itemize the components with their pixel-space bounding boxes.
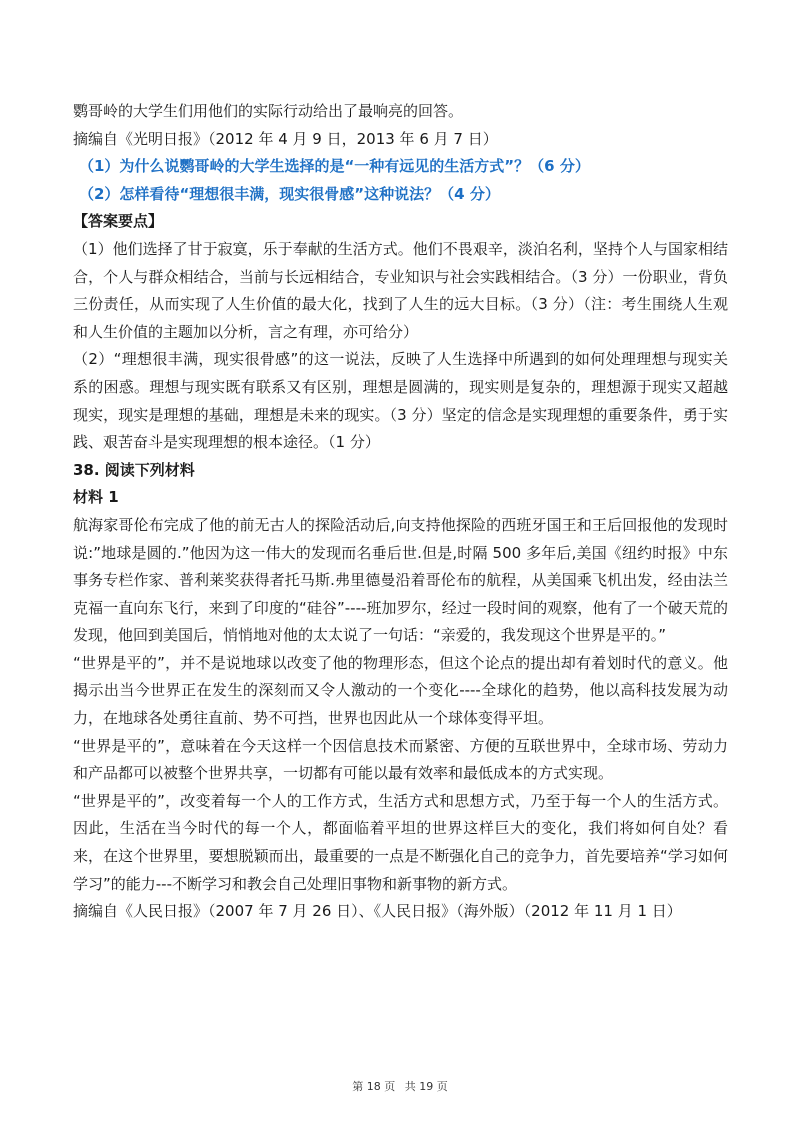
intro-closing-line: 鹦哥岭的大学生们用他们的实际行动给出了最响亮的回答。 (73, 102, 464, 120)
document-body (73, 98, 728, 926)
question-1: （1）为什么说鹦哥岭的大学生选择的是“一种有远见的生活方式”？（6 分） (79, 157, 590, 176)
answer-part-1: （1）他们选择了甘于寂寞，乐于奉献的生活方式。他们不畏艰辛，淡泊名利，坚持个人与国家相结合，个人与群众相结合，当前与长远相结合，专业知识与社会实践相结合。（3 分）一份职业，背负三份责任，从而实现了人生价值的最大化，找到了人生的远大目标。（3 分）（注：考生围绕人生观和人生价值的主题加以分析，言之有理，亦可给分） (73, 239, 728, 341)
material-paragraph-1: 航海家哥伦布完成了他的前无古人的探险活动后,向支持他探险的西班牙国王和王后回报他的发现时说:”地球是圆的.”他因为这一伟大的发现而名垂后世.但是,时隔 500 多年后,美国《纽约时报》中东事务专栏作家、普利莱奖获得者托马斯.弗里德曼沿着哥伦布的航程，从美国乘飞机出发，经由法兰克福一直向东飞行，来到了印度的“硅谷”----班加罗尔，经过一段时间的观察，他有了一个破天荒的发现，他回到美国后，悄悄地对他的太太说了一句话：“亲爱的，我发现这个世界是平的。” (73, 515, 728, 645)
page-number: 第 18 页 (352, 1080, 396, 1093)
question-2: （2）怎样看待“理想很丰满，现实很骨感”这种说法？（4 分） (79, 184, 500, 203)
section-38-heading: 38. 阅读下列材料 (73, 460, 195, 479)
material-source: 摘编自《人民日报》（2007 年 7 月 26 日）、《人民日报》（海外版）（2012 年 11 月 1 日） (73, 902, 682, 921)
intro-source: 摘编自《光明日报》（2012 年 4 月 9 日，2013 年 6 月 7 日） (73, 129, 498, 148)
answer-heading: 【答案要点】 (73, 212, 164, 231)
material-paragraph-4: “世界是平的”，改变着每一个人的工作方式，生活方式和思想方式，乃至于每一个人的生活方式。因此，生活在当今时代的每一个人，都面临着平坦的世界这样巨大的变化，我们将如何自处？看来，在这个世界里，要想脱颖而出，最重要的一点是不断强化自己的竞争力，首先要培养“学习如何学习”的能力---不断学习和教会自己处理旧事物和新事物的新方式。 (73, 791, 728, 893)
page-footer (0, 1078, 800, 1094)
material-paragraph-3: “世界是平的”，意味着在今天这样一个因信息技术而紧密、方便的互联世界中，全球市场、劳动力和产品都可以被整个世界共享，一切都有可能以最有效率和最低成本的方式实现。 (73, 736, 728, 783)
page-total: 共 19 页 (404, 1080, 448, 1093)
material-paragraph-2: “世界是平的”，并不是说地球以改变了他的物理形态，但这个论点的提出却有着划时代的意义。他揭示出当今世界正在发生的深刻而又令人激动的一个变化----全球化的趋势，他以高科技发展为动力，在地球各处勇往直前、势不可挡，世界也因此从一个球体变得平坦。 (73, 653, 728, 728)
material-1-title: 材料 1 (73, 488, 119, 507)
answer-part-2: （2）“理想很丰满，现实很骨感”的这一说法，反映了人生选择中所遇到的如何处理理想与现实关系的困惑。理想与现实既有联系又有区别，理想是圆满的，现实则是复杂的，理想源于现实又超越现实，现实是理想的基础，理想是未来的现实。（3 分）坚定的信念是实现理想的重要条件，勇于实践、艰苦奋斗是实现理想的根本途径。（1 分） (73, 350, 728, 452)
